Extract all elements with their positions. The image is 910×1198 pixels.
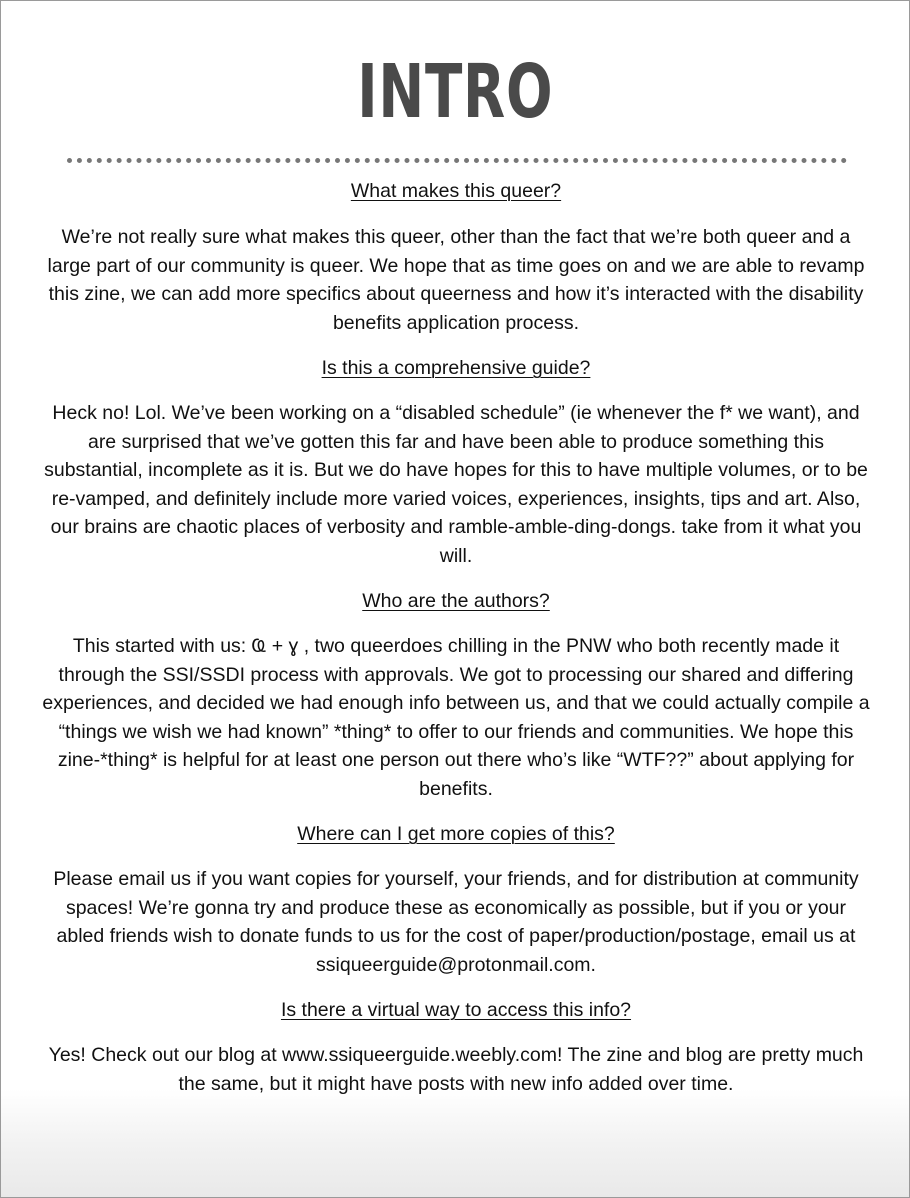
dotted-divider [67, 158, 847, 163]
faq-content [41, 176, 871, 1098]
question-who-are-the-authors: Who are the authors? [362, 590, 550, 612]
question-what-makes-this-queer: What makes this queer? [350, 180, 562, 202]
answer-what-makes-this-queer: We’re not really sure what makes this queer, other than the fact that we’re both queer and a large part of our community is queer. We hope that as time goes on and we are able to revamp this zine, we can add more specifics about queerness and how it’s interacted with the disability benefits application process. [47, 226, 865, 334]
answer-more-copies: Please email us if you want copies for yourself, your friends, and for distribution at community spaces! We’re gonna try and produce these as economically as possible, but if you or your abled friends wish to donate funds to us for the cost of paper/production/postage, email us at ssiqueerguide@protonmail.com. [53, 868, 859, 976]
answer-comprehensive-guide: Heck no! Lol. We’ve been working on a “disabled schedule” (ie whenever the f* we want), and are surprised that we’ve gotten this far and have been able to produce something this substantial, incomplete as it is. But we do have hopes for this to have multiple volumes, or to be re-vamped, and definitely include more varied voices, experiences, insights, tips and art. Also, our brains are chaotic places of verbosity and ramble-amble-ding-dongs. take from it what you will. [44, 402, 868, 567]
page-title: INTRO [357, 49, 554, 135]
question-comprehensive-guide: Is this a comprehensive guide? [321, 357, 591, 379]
answer-virtual-access: Yes! Check out our blog at www.ssiqueerguide.weebly.com! The zine and blog are pretty much the same, but it might have posts with new info added over time. [48, 1044, 864, 1095]
question-virtual-access: Is there a virtual way to access this info? [280, 999, 632, 1021]
question-more-copies: Where can I get more copies of this? [297, 823, 615, 845]
answer-who-are-the-authors: This started with us: Ҩ + ɣ , two queerdoes chilling in the PNW who both recently made it through the SSI/SSDI process with approvals. We got to processing our shared and differing experiences, and decided we had enough info between us, and that we could actually compile a “things we wish we had known” *thing* to offer to our friends and communities. We hope this zine-*thing* is helpful for at least one person out there who’s like “WTF??” about applying for benefits. [42, 635, 870, 800]
